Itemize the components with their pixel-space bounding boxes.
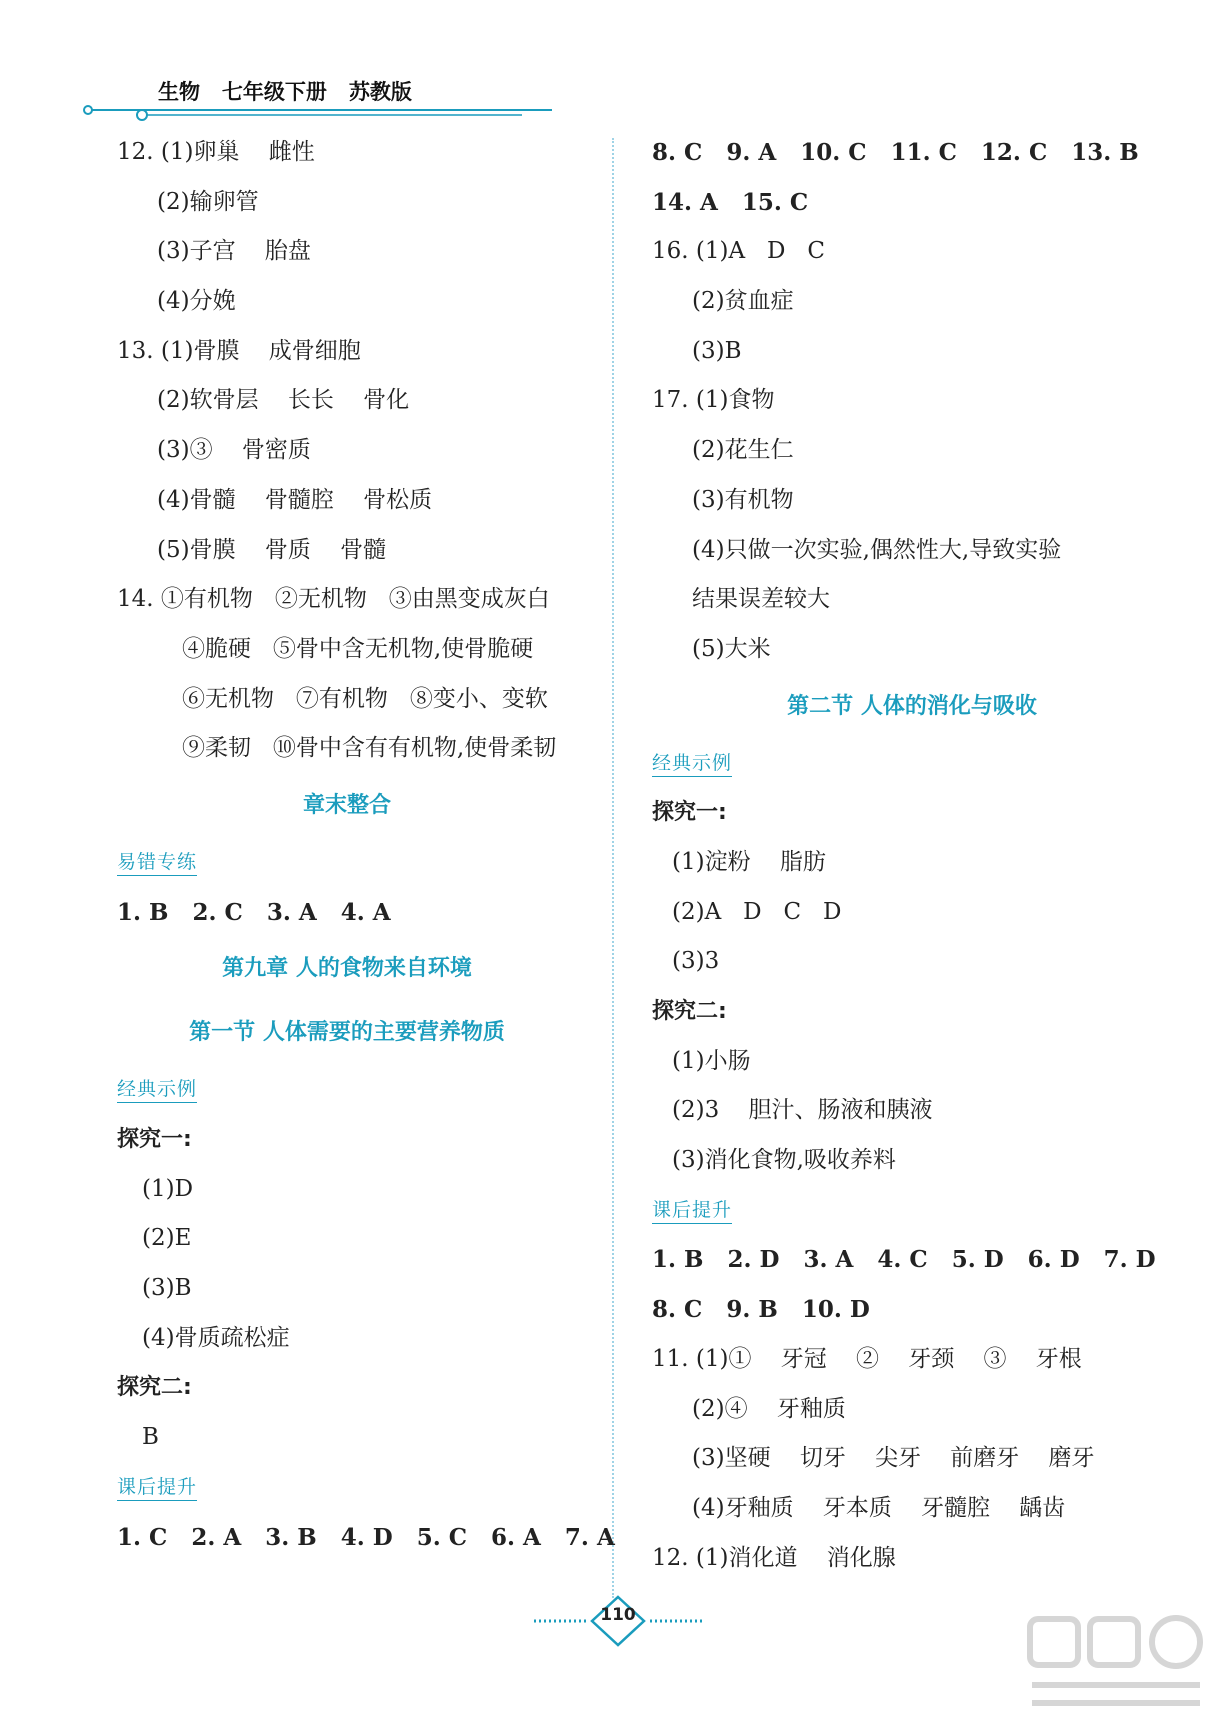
answer-line: 1. B 2. D 3. A 4. C 5. D 6. D 7. D — [652, 1246, 1156, 1274]
answer-line: (2)输卵管 — [157, 188, 259, 215]
answer-line: (2)A D C D — [672, 898, 842, 925]
answer-line: (2)花生仁 — [692, 437, 794, 464]
probe-heading: 探究二: — [652, 999, 727, 1024]
answer-line: (4)只做一次实验,偶然性大,导致实验 — [692, 536, 1062, 563]
answer-line: (2)E — [142, 1225, 192, 1252]
page-number-badge — [530, 1593, 706, 1649]
answer-line: B — [142, 1424, 159, 1451]
answer-line: ④脆硬 ⑤骨中含无机物,使骨脆硬 — [182, 635, 534, 662]
answer-line: 8. C 9. A 10. C 11. C 12. C 13. B — [652, 139, 1139, 166]
subsection-text: 课后提升 — [652, 1199, 732, 1224]
section-heading: 第一节 人体需要的主要营养物质 — [189, 1020, 505, 1046]
section-heading: 第二节 人体的消化与吸收 — [787, 693, 1037, 719]
header-title: 生物 七年级下册 苏教版 — [158, 80, 412, 104]
answer-line: (3)B — [692, 337, 742, 364]
probe-heading: 探究二: — [117, 1375, 192, 1401]
answer-line: (4)分娩 — [157, 288, 236, 315]
column-divider — [612, 138, 614, 1598]
answer-line: 8. C 9. B 10. D — [652, 1296, 870, 1324]
answer-line: (3)消化食物,吸收养料 — [672, 1147, 896, 1174]
header-decoration — [82, 100, 562, 124]
subsection-text: 易错专练 — [117, 851, 197, 876]
subsection-label — [652, 1186, 1172, 1236]
subsection-label — [117, 838, 607, 888]
answer-line: (3)B — [142, 1275, 192, 1302]
subsection-text: 经典示例 — [117, 1078, 197, 1103]
subsection-label — [117, 1065, 607, 1115]
answer-line: 1. C 2. A 3. B 4. D 5. C 6. A 7. A — [117, 1523, 615, 1551]
probe-heading: 探究一: — [117, 1127, 192, 1152]
answer-line: (1)淀粉 脂肪 — [672, 848, 826, 875]
subsection-label — [117, 1463, 607, 1513]
page-number: 110 — [600, 1605, 636, 1625]
answer-line: (1)小肠 — [672, 1047, 751, 1074]
answer-line: 13. (1)骨膜 成骨细胞 — [117, 337, 361, 364]
answer-line: 11. (1)① 牙冠 ② 牙颈 ③ 牙根 — [652, 1345, 1082, 1372]
left-column — [117, 128, 615, 1562]
subsection-text: 经典示例 — [652, 752, 732, 777]
answer-line: (4)牙釉质 牙本质 牙髓腔 龋齿 — [692, 1494, 1066, 1521]
answer-line: (2)3 胆汁、肠液和胰液 — [672, 1097, 933, 1124]
answer-line: (3)3 — [672, 948, 720, 975]
answer-line: (3)坚硬 切牙 尖牙 前磨牙 磨牙 — [692, 1445, 1095, 1472]
answer-line: 12. (1)卵巢 雌性 — [117, 139, 315, 165]
answer-line: (5)骨膜 骨质 骨髓 — [157, 536, 387, 563]
probe-heading: 探究一: — [652, 800, 727, 826]
answer-line: (3)③ 骨密质 — [157, 437, 311, 464]
answer-line: 14. A 15. C — [652, 188, 809, 216]
answer-line: ⑨柔韧 ⑩骨中含有有机物,使骨柔韧 — [182, 735, 557, 762]
answer-line: ⑥无机物 ⑦有机物 ⑧变小、变软 — [182, 685, 548, 712]
watermark-logo — [1020, 1611, 1210, 1711]
answer-line: 12. (1)消化道 消化腺 — [652, 1544, 896, 1571]
answer-line: (1)D — [142, 1175, 194, 1202]
answer-line: (5)大米 — [692, 635, 771, 662]
answer-line: (2)贫血症 — [692, 288, 794, 315]
answer-line: 结果误差较大 — [692, 586, 830, 613]
answer-line: (4)骨髓 骨髓腔 骨松质 — [157, 486, 433, 513]
answer-line: (3)有机物 — [692, 486, 794, 513]
answer-line: 1. B 2. C 3. A 4. A — [117, 898, 391, 926]
answer-line: (2)④ 牙釉质 — [692, 1395, 846, 1422]
chapter-heading: 第九章 人的食物来自环境 — [222, 956, 472, 982]
subsection-text: 课后提升 — [117, 1476, 197, 1501]
answer-line: 17. (1)食物 — [652, 387, 775, 414]
answer-line: 14. ①有机物 ②无机物 ③由黑变成灰白 — [117, 586, 550, 613]
subsection-label — [652, 739, 1172, 789]
answer-line: 16. (1)A D C — [652, 238, 825, 265]
answer-line: (4)骨质疏松症 — [142, 1324, 290, 1351]
answer-line: (2)软骨层 长长 骨化 — [157, 387, 410, 414]
right-column — [652, 128, 1172, 1583]
answer-line: (3)子宫 胎盘 — [157, 238, 311, 265]
section-heading: 章末整合 — [302, 792, 391, 818]
